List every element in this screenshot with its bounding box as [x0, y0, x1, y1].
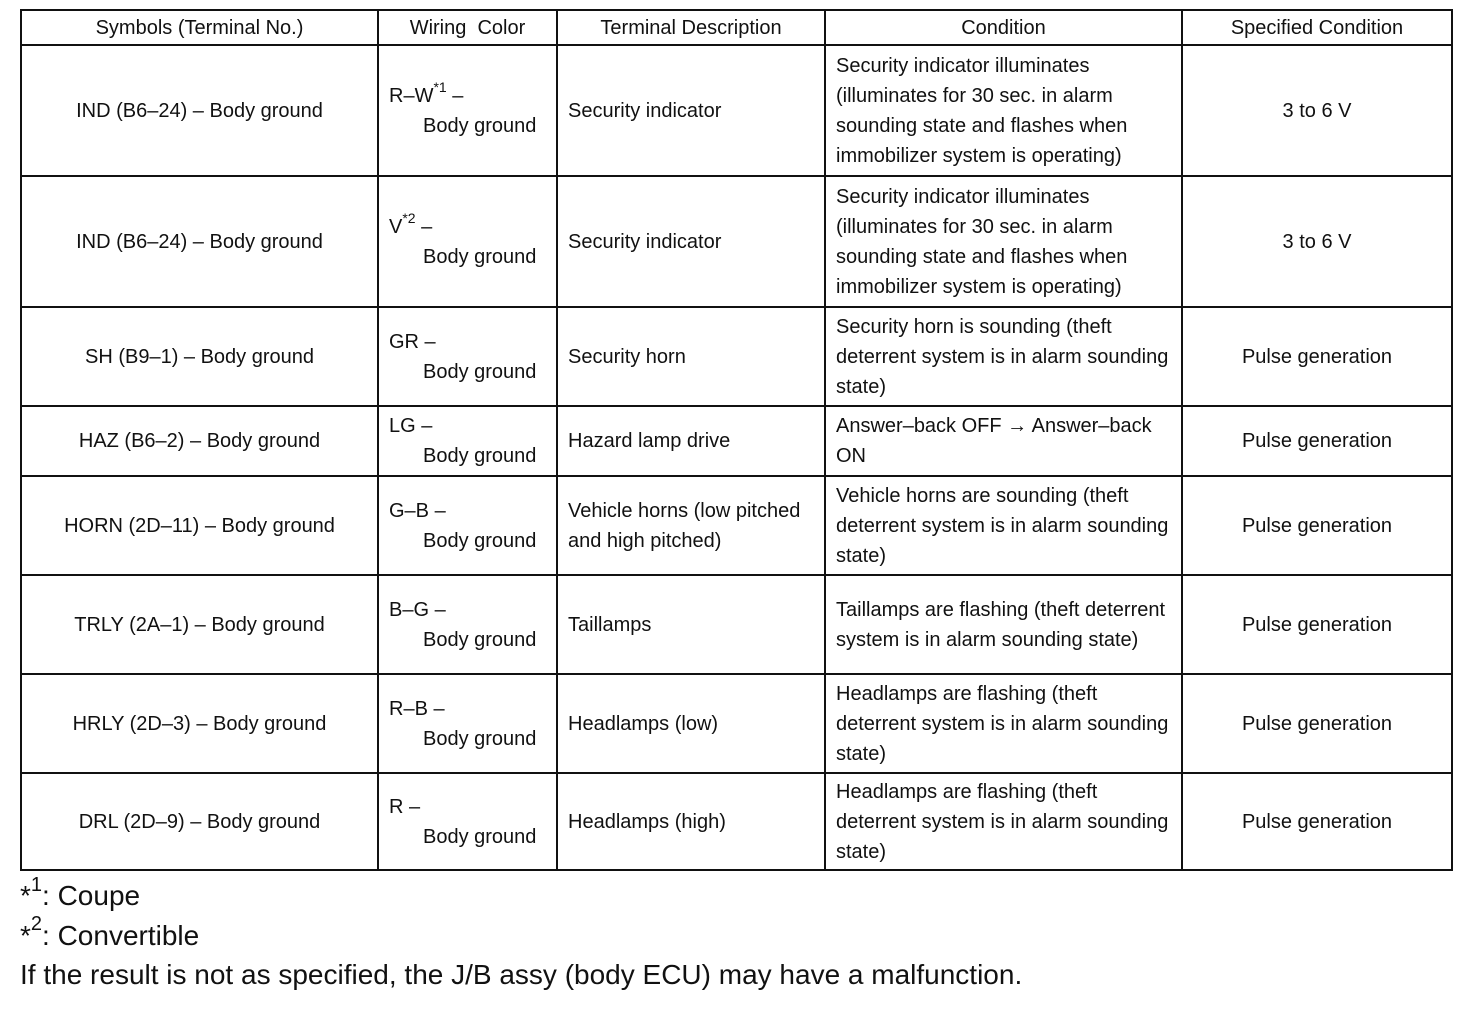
- wiring-color-code: [389, 327, 546, 357]
- cell-condition: Headlamps are flashing (theft deterrent system is in alarm sounding state): [825, 773, 1182, 870]
- table-row: [21, 307, 1452, 406]
- wiring-ground: Body ground: [423, 360, 537, 383]
- header-terminal-description: Terminal Description: [557, 10, 825, 45]
- wiring-color-value: R–W: [389, 84, 434, 107]
- cell-wiring-color: [378, 406, 557, 476]
- cell-terminal-description: Security indicator: [557, 45, 825, 176]
- cell-symbol: SH (B9–1) – Body ground: [21, 307, 378, 406]
- cell-terminal-description: Vehicle horns (low pitched and high pitched): [557, 476, 825, 575]
- cell-wiring-color: [378, 575, 557, 674]
- wiring-footnote-mark: *1: [433, 78, 447, 95]
- wiring-ground: Body ground: [423, 727, 537, 750]
- table-row: [21, 476, 1452, 575]
- header-condition: Condition: [825, 10, 1182, 45]
- result-note: If the result is not as specified, the J/B assy (body ECU) may have a malfunction.: [20, 959, 1023, 990]
- cell-specified-condition: 3 to 6 V: [1182, 45, 1452, 176]
- cell-condition: Security indicator illuminates (illuminates for 30 sec. in alarm sounding state and flashes when immobilizer system is operating): [825, 45, 1182, 176]
- wiring-color-value: R –: [389, 795, 421, 818]
- cell-wiring-color: [378, 307, 557, 406]
- cell-condition: Security indicator illuminates (illuminates for 30 sec. in alarm sounding state and flashes when immobilizer system is operating): [825, 176, 1182, 307]
- table-row: [21, 45, 1452, 176]
- cell-specified-condition: Pulse generation: [1182, 406, 1452, 476]
- table-row: [21, 575, 1452, 674]
- wiring-ground: Body ground: [423, 245, 537, 268]
- cell-condition: Answer–back OFF → Answer–back ON: [825, 406, 1182, 476]
- cell-symbol: DRL (2D–9) – Body ground: [21, 773, 378, 870]
- footnotes: [20, 873, 1023, 995]
- wiring-ground: Body ground: [423, 628, 537, 651]
- cell-specified-condition: 3 to 6 V: [1182, 176, 1452, 307]
- wiring-ground: Body ground: [423, 114, 537, 137]
- cell-specified-condition: Pulse generation: [1182, 307, 1452, 406]
- cell-terminal-description: Hazard lamp drive: [557, 406, 825, 476]
- footnote-convertible: *$^2$: Convertible: [20, 913, 200, 951]
- cell-symbol: IND (B6–24) – Body ground: [21, 45, 378, 176]
- cell-terminal-description: Headlamps (high): [557, 773, 825, 870]
- cell-wiring-color: [378, 476, 557, 575]
- header-symbols: Symbols (Terminal No.): [21, 10, 378, 45]
- wiring-color-value: R–B –: [389, 697, 445, 720]
- cell-terminal-description: Security horn: [557, 307, 825, 406]
- wiring-color-value: G–B –: [389, 499, 446, 522]
- wiring-color-value: GR –: [389, 330, 436, 353]
- cell-condition: Taillamps are flashing (theft deterrent system is in alarm sounding state): [825, 575, 1182, 674]
- terminal-spec-table: [20, 9, 1453, 871]
- cell-wiring-color: [378, 773, 557, 870]
- wiring-ground: Body ground: [423, 529, 537, 552]
- cell-specified-condition: Pulse generation: [1182, 476, 1452, 575]
- cell-specified-condition: Pulse generation: [1182, 575, 1452, 674]
- cell-wiring-color: [378, 176, 557, 307]
- wiring-dash: –: [415, 215, 433, 238]
- cell-wiring-color: [378, 674, 557, 773]
- cell-terminal-description: Security indicator: [557, 176, 825, 307]
- cell-specified-condition: Pulse generation: [1182, 773, 1452, 870]
- table-row: [21, 773, 1452, 870]
- header-specified-condition: Specified Condition: [1182, 10, 1452, 45]
- cell-wiring-color: [378, 45, 557, 176]
- cell-condition: Headlamps are flashing (theft deterrent system is in alarm sounding state): [825, 674, 1182, 773]
- cell-specified-condition: Pulse generation: [1182, 674, 1452, 773]
- wiring-color-code: [389, 792, 546, 822]
- wiring-color-code: [389, 694, 546, 724]
- table-row: [21, 176, 1452, 307]
- wiring-color-code: [389, 595, 546, 625]
- cell-symbol: TRLY (2A–1) – Body ground: [21, 575, 378, 674]
- wiring-color-value: V: [389, 215, 403, 238]
- wiring-color-code: [389, 209, 546, 242]
- wiring-ground: Body ground: [423, 825, 537, 848]
- cell-condition: Vehicle horns are sounding (theft deterrent system is in alarm sounding state): [825, 476, 1182, 575]
- wiring-footnote-mark: *2: [402, 209, 416, 226]
- cell-terminal-description: Taillamps: [557, 575, 825, 674]
- header-wiring-color: Wiring Color: [378, 10, 557, 45]
- wiring-color-code: [389, 496, 546, 526]
- table-row: [21, 674, 1452, 773]
- cell-condition: Security horn is sounding (theft deterrent system is in alarm sounding state): [825, 307, 1182, 406]
- cell-symbol: HAZ (B6–2) – Body ground: [21, 406, 378, 476]
- wiring-color-code: [389, 411, 546, 441]
- table-header-row: [21, 10, 1452, 45]
- cell-symbol: IND (B6–24) – Body ground: [21, 176, 378, 307]
- wiring-color-value: LG –: [389, 415, 433, 437]
- cell-symbol: HORN (2D–11) – Body ground: [21, 476, 378, 575]
- cell-symbol: HRLY (2D–3) – Body ground: [21, 674, 378, 773]
- table-row: [21, 406, 1452, 476]
- wiring-ground: Body ground: [423, 445, 537, 467]
- cell-terminal-description: Headlamps (low): [557, 674, 825, 773]
- wiring-color-code: [389, 78, 546, 111]
- wiring-dash: –: [446, 84, 464, 107]
- wiring-color-value: B–G –: [389, 598, 446, 621]
- footnote-coupe: *$^1$: Coupe: [20, 873, 141, 911]
